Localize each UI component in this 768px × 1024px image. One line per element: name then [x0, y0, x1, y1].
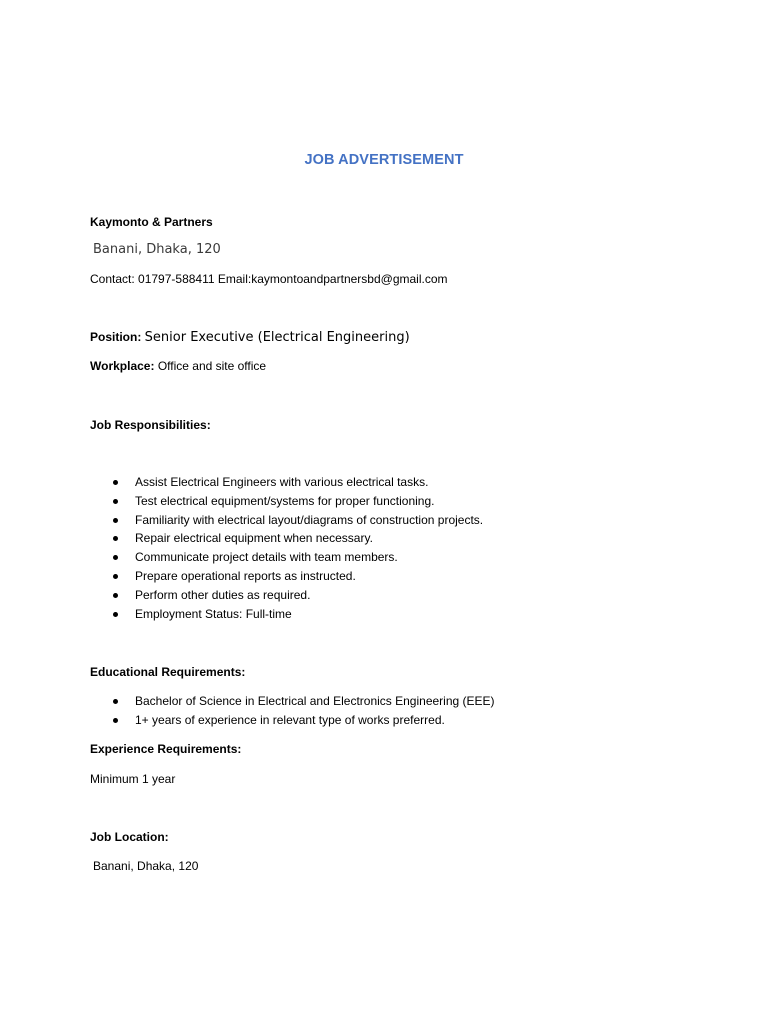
responsibilities-heading: Job Responsibilities:: [90, 418, 211, 432]
location-value: Banani, Dhaka, 120: [93, 859, 199, 873]
education-list: [90, 692, 495, 730]
responsibilities-list: [90, 473, 483, 623]
list-item: Familiarity with electrical layout/diagrams of construction projects.: [90, 511, 483, 530]
list-item: Perform other duties as required.: [90, 586, 483, 605]
list-item: Test electrical equipment/systems for proper functioning.: [90, 492, 483, 511]
experience-value: Minimum 1 year: [90, 772, 176, 786]
education-heading: Educational Requirements:: [90, 665, 246, 679]
position-label: Position:: [90, 330, 142, 344]
position-value: Senior Executive (Electrical Engineering): [144, 330, 410, 345]
list-item: 1+ years of experience in relevant type of works preferred.: [90, 711, 495, 730]
company-address: Banani, Dhaka, 120: [93, 242, 221, 257]
workplace-line: [90, 357, 266, 375]
company-name: Kaymonto & Partners: [90, 215, 213, 229]
list-item: Bachelor of Science in Electrical and Electronics Engineering (EEE): [90, 692, 495, 711]
location-heading: Job Location:: [90, 830, 169, 844]
workplace-value: Office and site office: [157, 359, 267, 373]
list-item: Employment Status: Full-time: [90, 605, 483, 624]
list-item: Assist Electrical Engineers with various electrical tasks.: [90, 473, 483, 492]
position-line: [90, 328, 410, 347]
experience-heading: Experience Requirements:: [90, 742, 242, 756]
workplace-label: Workplace:: [90, 359, 155, 373]
list-item: Communicate project details with team members.: [90, 548, 483, 567]
page-title: JOB ADVERTISEMENT: [304, 152, 464, 168]
list-item: Prepare operational reports as instructed.: [90, 567, 483, 586]
list-item: Repair electrical equipment when necessary.: [90, 529, 483, 548]
company-contact: Contact: 01797-588411 Email:kaymontoandpartnersbd@gmail.com: [90, 272, 448, 286]
